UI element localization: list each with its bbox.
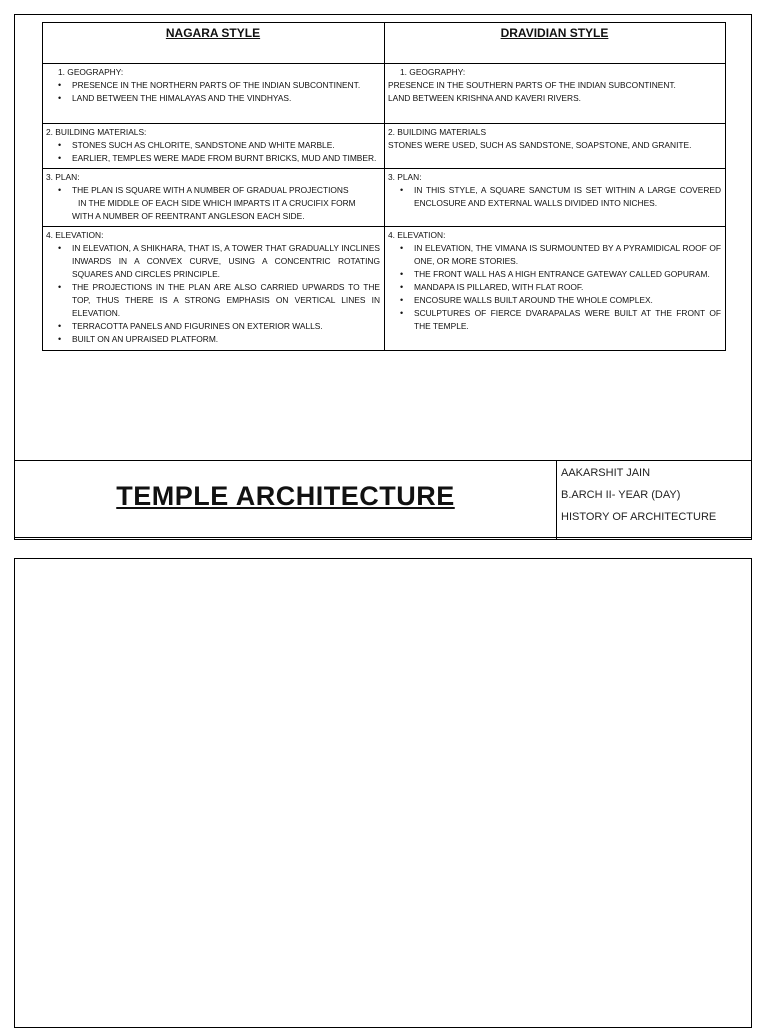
list-item: • STONES SUCH AS CHLORITE, SANDSTONE AND WHITE MARBLE. <box>72 139 380 152</box>
sheet-title: TEMPLE ARCHITECTURE <box>116 481 455 511</box>
list-item: • MANDAPA IS PILLARED, WITH FLAT ROOF. <box>414 281 721 294</box>
title-panel <box>15 461 557 539</box>
bullet-list <box>46 79 380 105</box>
header-cell-dravidian <box>385 23 726 64</box>
text-line: STONES WERE USED, SUCH AS SANDSTONE, SOAPSTONE, AND GRANITE. <box>388 140 692 150</box>
section-title: 1. GEOGRAPHY: <box>400 67 466 77</box>
bullet-list <box>46 184 380 197</box>
text-line: LAND BETWEEN KRISHNA AND KAVERI RIVERS. <box>388 93 581 103</box>
table-row-plan <box>43 169 726 227</box>
text-line: PRESENCE IN THE SOUTHERN PARTS OF THE INDIAN SUBCONTINENT. <box>388 80 676 90</box>
table-row-elevation <box>43 227 726 351</box>
header-cell-nagara <box>43 23 385 64</box>
bullet-list <box>388 242 721 333</box>
nagara-geography-cell <box>43 64 385 124</box>
nagara-plan-cell <box>43 169 385 227</box>
list-item: • THE FRONT WALL HAS A HIGH ENTRANCE GATEWAY CALLED GOPURAM. <box>414 268 721 281</box>
comparison-table <box>42 22 726 351</box>
section-title: 3. PLAN: <box>388 172 422 182</box>
subject-name: HISTORY OF ARCHITECTURE <box>561 511 717 523</box>
list-item: • IN ELEVATION, THE VIMANA IS SURMOUNTED BY A PYRAMIDICAL ROOF OF ONE, OR MORE STORIES. <box>414 242 721 268</box>
sheet-frame-bottom <box>14 558 752 1028</box>
list-item: • THE PROJECTIONS IN THE PLAN ARE ALSO CARRIED UPWARDS TO THE TOP, THUS THERE IS A STRONG EMPHASIS ON VERTICAL LINES IN ELEVATION. <box>72 281 380 320</box>
table-row-materials <box>43 124 726 169</box>
title-block <box>14 460 752 540</box>
dravidian-elevation-cell <box>385 227 726 351</box>
section-title: 1. GEOGRAPHY: <box>58 67 124 77</box>
list-item: • EARLIER, TEMPLES WERE MADE FROM BURNT BRICKS, MUD AND TIMBER. <box>72 152 380 165</box>
dravidian-style-heading: DRAVIDIAN STYLE <box>500 26 609 40</box>
bullet-list <box>388 184 721 210</box>
text-line: IN THE MIDDLE OF EACH SIDE WHICH IMPARTS IT A CRUCIFIX FORM <box>78 198 356 208</box>
list-item: • SCULPTURES OF FIERCE DVARAPALAS WERE BUILT AT THE FRONT OF THE TEMPLE. <box>414 307 721 333</box>
section-title: 4. ELEVATION: <box>46 230 104 240</box>
table-row-geography <box>43 64 726 124</box>
nagara-materials-cell <box>43 124 385 169</box>
text-line: WITH A NUMBER OF REENTRANT ANGLESON EACH SIDE. <box>72 211 305 221</box>
dravidian-plan-cell <box>385 169 726 227</box>
list-item: • ENCOSURE WALLS BUILT AROUND THE WHOLE COMPLEX. <box>414 294 721 307</box>
dravidian-geography-cell <box>385 64 726 124</box>
nagara-elevation-cell <box>43 227 385 351</box>
list-item: • TERRACOTTA PANELS AND FIGURINES ON EXTERIOR WALLS. <box>72 320 380 333</box>
section-title: 2. BUILDING MATERIALS: <box>46 127 147 137</box>
list-item: • THE PLAN IS SQUARE WITH A NUMBER OF GRADUAL PROJECTIONS <box>72 184 380 197</box>
dravidian-materials-cell <box>385 124 726 169</box>
nagara-style-heading: NAGARA STYLE <box>165 26 261 40</box>
list-item: • IN THIS STYLE, A SQUARE SANCTUM IS SET WITHIN A LARGE COVERED ENCLOSURE AND EXTERNAL WALLS DIVIDED INTO NICHES. <box>414 184 721 210</box>
table-header-row <box>43 23 726 64</box>
bullet-list <box>46 242 380 346</box>
author-name: AAKARSHIT JAIN <box>561 467 651 479</box>
list-item: • BUILT ON AN UPRAISED PLATFORM. <box>72 333 380 346</box>
section-title: 3. PLAN: <box>46 172 80 182</box>
section-title: 4. ELEVATION: <box>388 230 446 240</box>
course-name: B.ARCH II- YEAR (DAY) <box>561 489 681 501</box>
list-item: • LAND BETWEEN THE HIMALAYAS AND THE VINDHYAS. <box>72 92 380 105</box>
list-item: • IN ELEVATION, A SHIKHARA, THAT IS, A TOWER THAT GRADUALLY INCLINES INWARDS IN A CONVEX CURVE, USING A CONCENTRIC ROTATING SQUARES AND CIRCLES PRINCIPLE. <box>72 242 380 281</box>
list-item: • PRESENCE IN THE NORTHERN PARTS OF THE INDIAN SUBCONTINENT. <box>72 79 380 92</box>
bullet-list <box>46 139 380 165</box>
section-title: 2. BUILDING MATERIALS <box>388 127 487 137</box>
